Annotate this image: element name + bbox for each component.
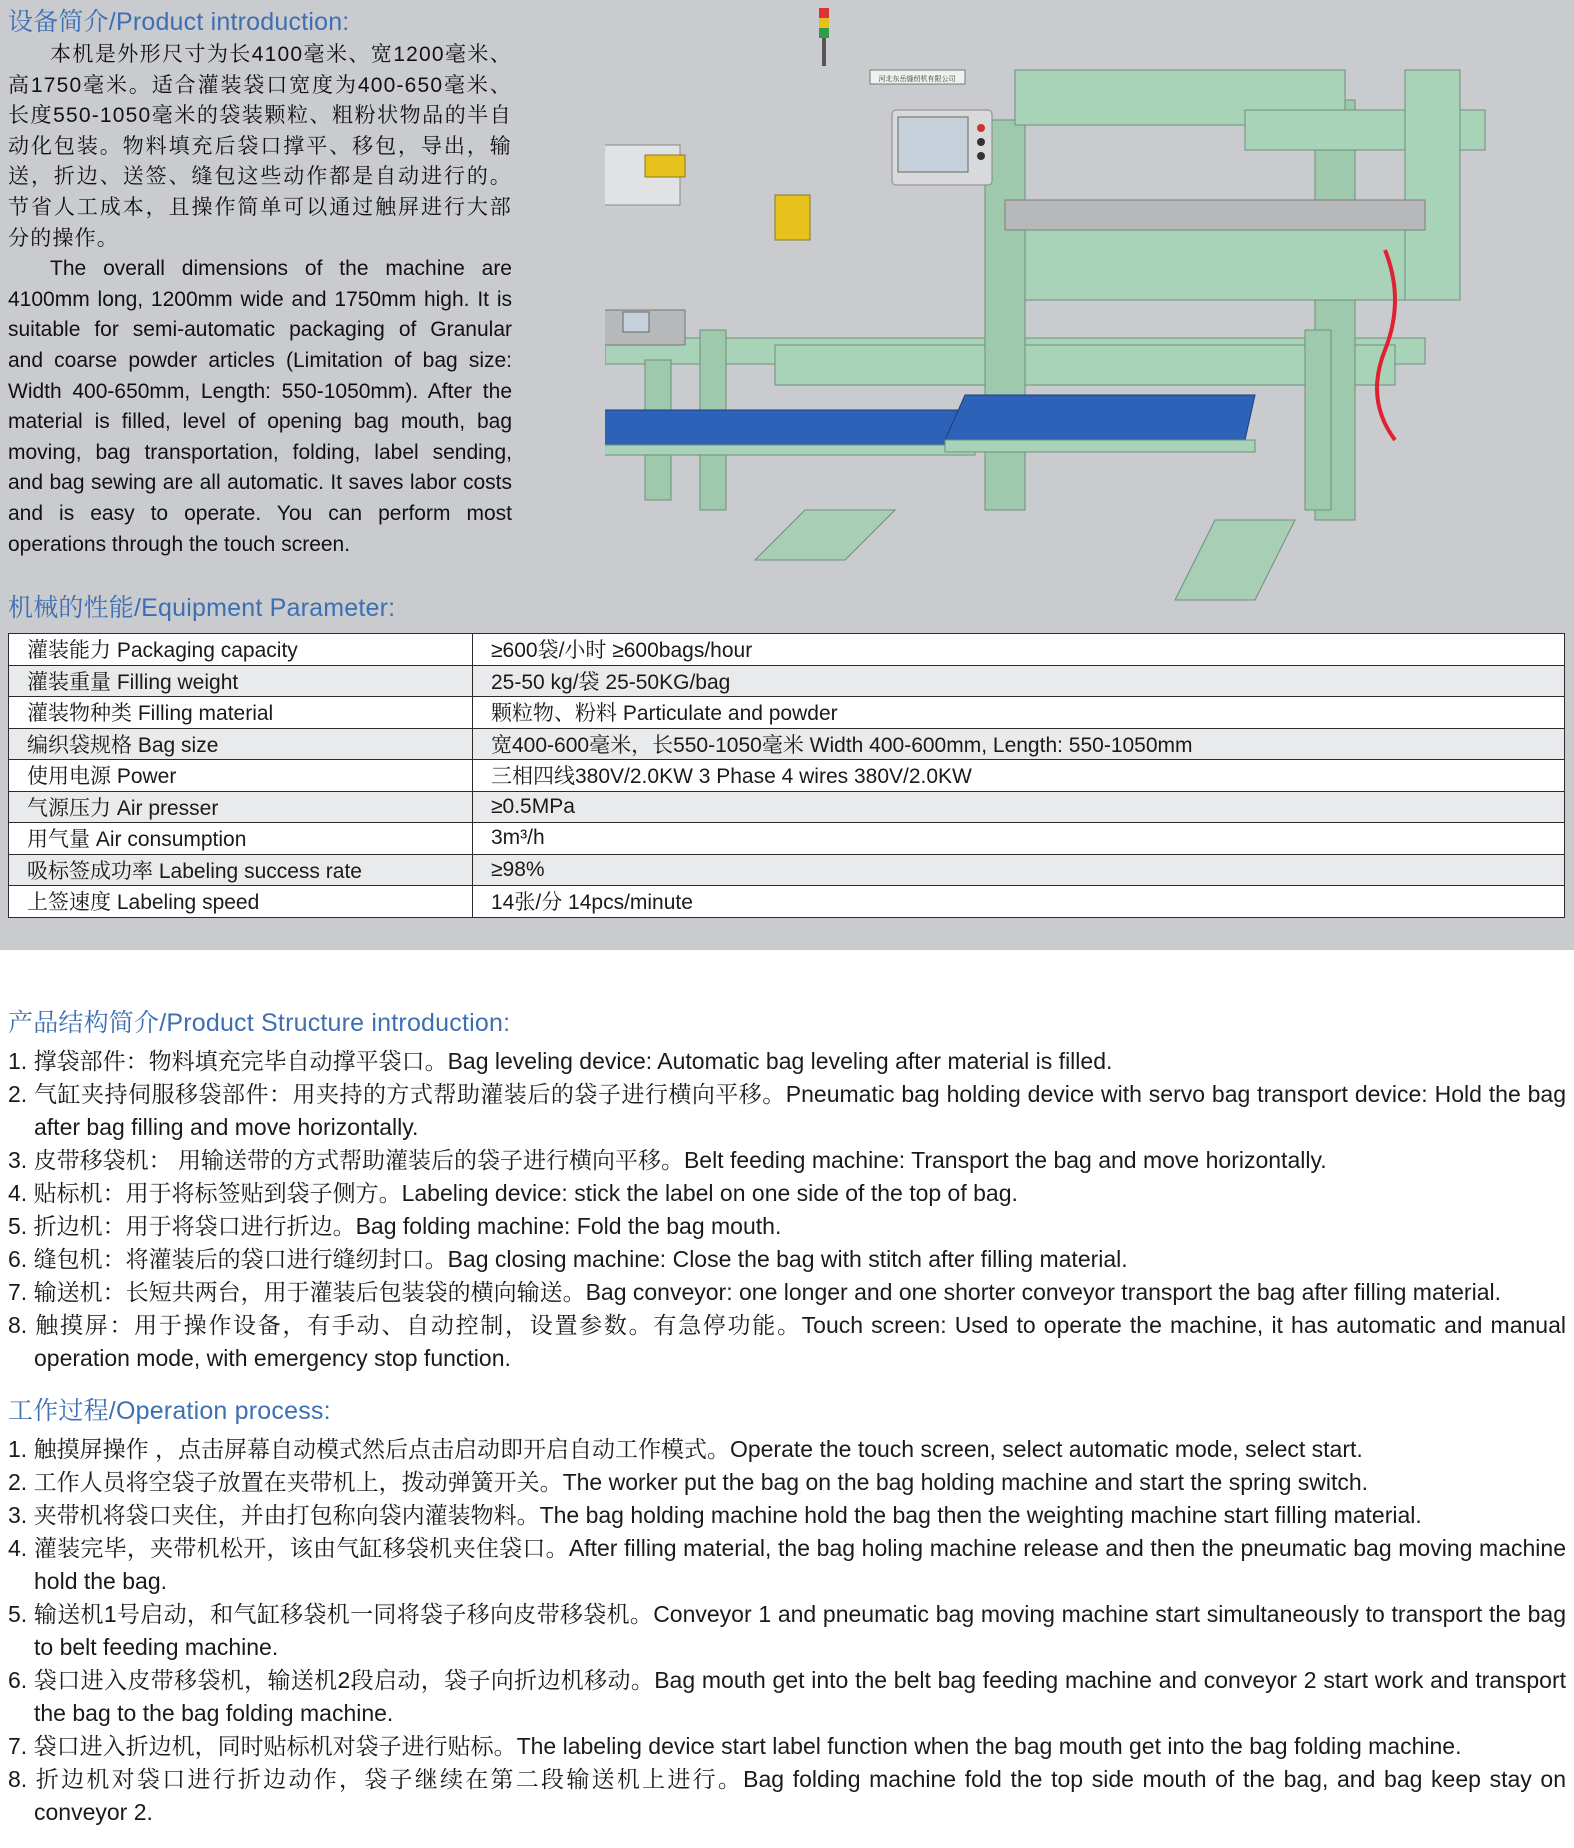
process-list [8, 1433, 1566, 1829]
button-icon [977, 152, 985, 160]
signal-light-yellow [819, 18, 829, 28]
param-name: 灌装重量 Filling weight [9, 665, 473, 697]
list-item: 2. 气缸夹持伺服移袋部件：用夹持的方式帮助灌装后的袋子进行横向平移。Pneumatic bag holding device with servo bag transport device: Hold the bag after bag filling and move horizontally. [8, 1081, 1566, 1140]
conveyor-frame [605, 445, 975, 455]
machine-steel-plate [1005, 200, 1425, 230]
signal-pole [822, 38, 826, 66]
machine-leg [1305, 330, 1331, 510]
param-value: ≥98% [473, 854, 1565, 886]
intro-zh: 本机是外形尺寸为长4100毫米、宽1200毫米、高1750毫米。适合灌装袋口宽度为400-650毫米、长度550-1050毫米的袋装颗粒、粗粉状物品的半自动化包装。物料填充后袋口撑平、移包，导出，输送，折边、送签、缝包这些动作都是自动进行的。节省人工成本，且操作简单可以通过触屏进行大部分的操作。 [8, 43, 512, 250]
list-item: 6. 缝包机：将灌装后的袋口进行缝纫封口。Bag closing machine: Close the bag with stitch after filling material. [8, 1246, 1128, 1272]
param-value: 25-50 kg/袋 25-50KG/bag [473, 665, 1565, 697]
list-item: 1. 触摸屏操作 ，点击屏幕自动模式然后点击启动即开启自动工作模式。Operate the touch screen, select automatic mode, select start. [8, 1436, 1363, 1462]
list-item: 7. 输送机：长短共两台，用于灌装后包装袋的横向输送。Bag conveyor: one longer and one shorter conveyor transport the bag after filling material. [8, 1279, 1501, 1305]
list-item: 8. 触摸屏：用于操作设备，有手动、自动控制，设置参数。有急停功能。Touch screen: Used to operate the machine, it has automatic and manual operation mode, with emergency stop function. [8, 1312, 1566, 1371]
machine-body [1025, 230, 1405, 300]
signal-light-red [819, 8, 829, 18]
machine-side-frame [1405, 70, 1460, 300]
list-item: 3. 夹带机将袋口夹住，并由打包称向袋内灌装物料。The bag holding machine hold the bag then the weighting machine start filling material. [8, 1502, 1422, 1528]
machine-image [605, 0, 1565, 605]
button-icon [977, 138, 985, 146]
small-screen [623, 312, 649, 332]
list-item: 5. 折边机：用于将袋口进行折边。Bag folding machine: Fold the bag mouth. [8, 1213, 782, 1239]
yellow-panel [775, 195, 810, 240]
nameplate-text: 河北东岳缝纫机有限公司 [878, 75, 956, 83]
table-row [9, 697, 1565, 729]
parameter-title: 机械的性能/Equipment Parameter: [8, 594, 396, 622]
list-item: 2. 工作人员将空袋子放置在夹带机上，拨动弹簧开关。The worker put the bag on the bag holding machine and start the spring switch. [8, 1469, 1369, 1495]
machine-foot [1175, 520, 1295, 600]
table-row [9, 634, 1565, 666]
conveyor-frame [945, 440, 1255, 452]
list-item: 1. 撑袋部件：物料填充完毕自动撑平袋口。Bag leveling device: Automatic bag leveling after material is filled. [8, 1048, 1113, 1074]
machine-upper-rail [775, 345, 1395, 385]
param-name: 编织袋规格 Bag size [9, 728, 473, 760]
list-item: 5. 输送机1号启动，和气缸移袋机一同将袋子移向皮带移袋机。Conveyor 1 and pneumatic bag moving machine start simultaneously to transport the bag to belt feeding machine. [8, 1601, 1566, 1660]
table-row [9, 665, 1565, 697]
param-name: 使用电源 Power [9, 760, 473, 792]
parameter-table [8, 633, 1565, 918]
intro-text [8, 40, 512, 560]
param-value: 颗粒物、粉料 Particulate and powder [473, 697, 1565, 729]
param-name: 上签速度 Labeling speed [9, 886, 473, 918]
table-row [9, 760, 1565, 792]
list-item: 7. 袋口进入折边机，同时贴标机对袋子进行贴标。The labeling device start label function when the bag mouth get into the bag folding machine. [8, 1733, 1462, 1759]
param-value: ≥600袋/小时 ≥600bags/hour [473, 634, 1565, 666]
machine-foot [755, 510, 895, 560]
list-item: 4. 灌装完毕，夹带机松开，该由气缸移袋机夹住袋口。After filling material, the bag holing machine release and then the pneumatic bag moving machine hold the bag. [8, 1535, 1566, 1594]
table-row [9, 886, 1565, 918]
conveyor-2 [945, 395, 1255, 440]
param-name: 灌装能力 Packaging capacity [9, 634, 473, 666]
table-row [9, 728, 1565, 760]
list-item: 6. 袋口进入皮带移袋机，输送机2段启动，袋子向折边机移动。Bag mouth get into the belt bag feeding machine and conveyor 2 start work and transport the bag to the bag folding machine. [8, 1667, 1566, 1726]
table-row [9, 791, 1565, 823]
touch-screen-display [898, 117, 968, 172]
structure-title: 产品结构简介/Product Structure introduction: [8, 1009, 511, 1037]
conveyor-1 [605, 410, 975, 445]
param-name: 气源压力 Air presser [9, 791, 473, 823]
param-value: 三相四线380V/2.0KW 3 Phase 4 wires 380V/2.0KW [473, 760, 1565, 792]
intro-title: 设备简介/Product introduction: [8, 8, 350, 36]
list-item: 8. 折边机对袋口进行折边动作，袋子继续在第二段输送机上进行。Bag folding machine fold the top side mouth of the bag, and bag keep stay on conveyor 2. [8, 1766, 1566, 1825]
list-item: 3. 皮带移袋机： 用输送带的方式帮助灌装后的袋子进行横向平移。Belt feeding machine: Transport the bag and move horizontally. [8, 1147, 1327, 1173]
param-name: 吸标签成功率 Labeling success rate [9, 854, 473, 886]
param-name: 灌装物种类 Filling material [9, 697, 473, 729]
param-value: 3m³/h [473, 823, 1565, 855]
intro-en: The overall dimensions of the machine are 4100mm long, 1200mm wide and 1750mm high. It is suitable for semi-automatic packaging of Granular and coarse powder articles (Limitation of bag size: Width 400-650mm, Length: 550-1050mm). After the material is filled, level of opening bag mouth, bag moving, bag transportation, folding, label sending, and bag sewing are all automatic. It saves labor costs and is easy to operate. You can perform most operations through the touch screen. [8, 257, 512, 556]
structure-list [8, 1045, 1566, 1375]
list-item: 4. 贴标机：用于将标签贴到袋子侧方。Labeling device: stick the label on one side of the top of bag. [8, 1180, 1018, 1206]
emergency-stop-icon [977, 124, 985, 132]
signal-light-green [819, 28, 829, 38]
table-row [9, 823, 1565, 855]
table-row [9, 854, 1565, 886]
sewing-machine-top [645, 155, 685, 177]
param-value: 14张/分 14pcs/minute [473, 886, 1565, 918]
param-value: 宽400-600毫米，长550-1050毫米 Width 400-600mm, Length: 550-1050mm [473, 728, 1565, 760]
process-title: 工作过程/Operation process: [8, 1397, 331, 1425]
param-value: ≥0.5MPa [473, 791, 1565, 823]
param-name: 用气量 Air consumption [9, 823, 473, 855]
